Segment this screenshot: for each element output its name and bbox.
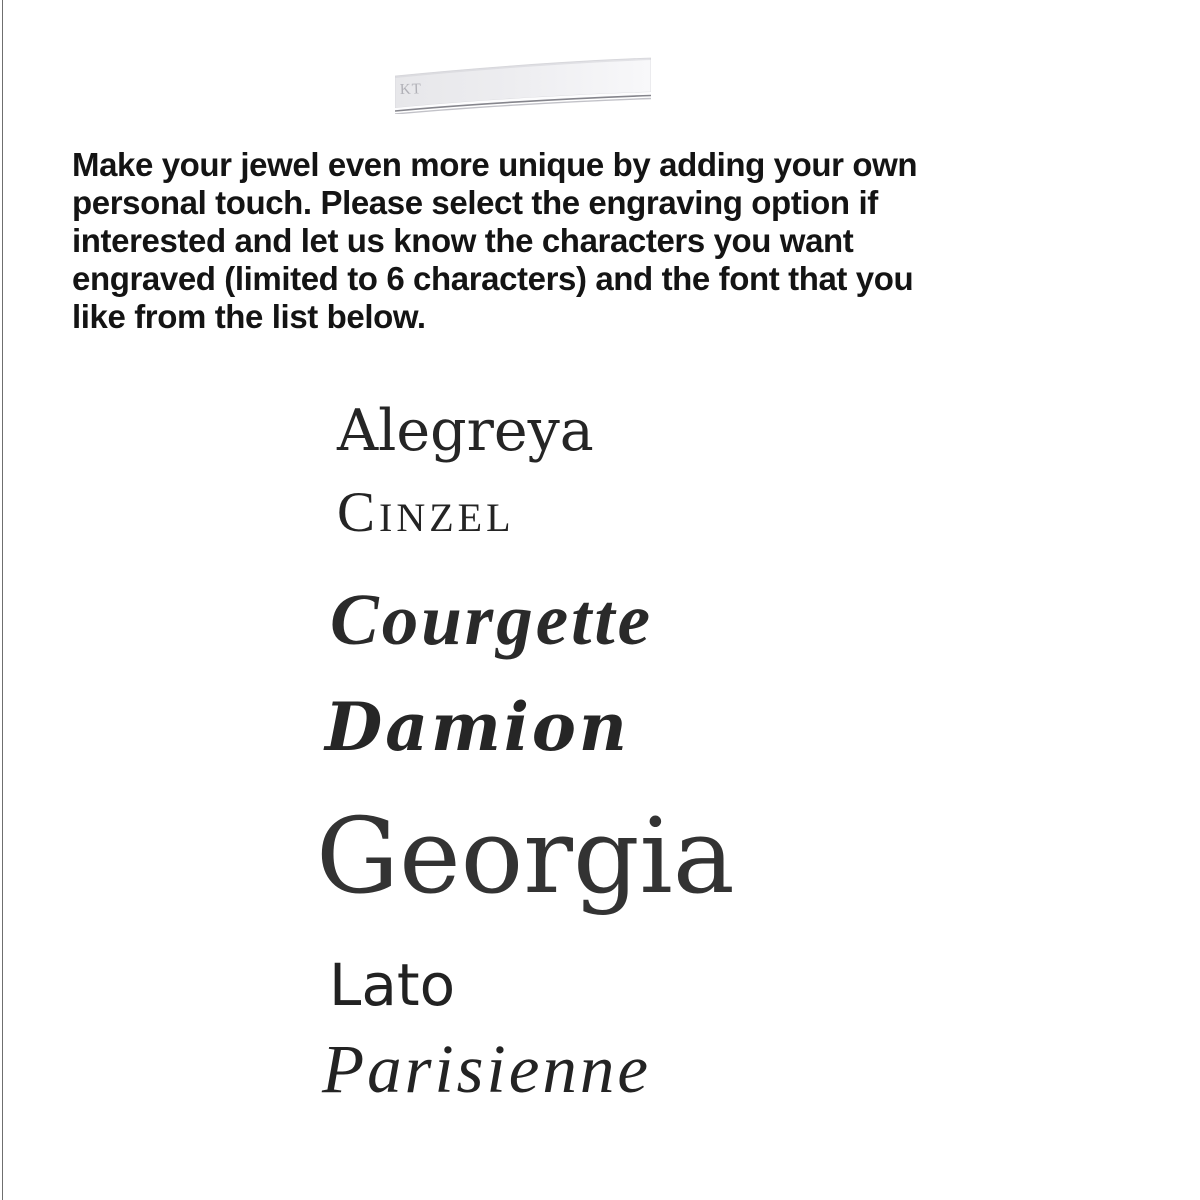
engraving-description-line: engraved (limited to 6 characters) and the font that you <box>72 260 914 297</box>
font-sample-courgette: Courgette <box>330 579 654 660</box>
silver-band-graphic <box>395 56 651 114</box>
font-sample-georgia: Georgia <box>316 795 735 917</box>
band-engraving-mark: KT <box>399 81 423 98</box>
engraving-description-line: interested and let us know the characters you want <box>72 222 854 259</box>
font-sample-parisienne: Parisienne <box>322 1031 651 1107</box>
engraved-band-photo <box>395 56 651 114</box>
engraving-description <box>72 146 1082 336</box>
font-sample-alegreya: Alegreya <box>337 398 594 464</box>
font-sample-lato: Lato <box>329 951 456 1019</box>
page-left-border <box>2 0 3 1200</box>
font-sample-damion: Damion <box>325 688 630 766</box>
font-sample-cinzel: Cinzel <box>337 481 515 544</box>
engraving-description-line: like from the list below. <box>72 298 426 335</box>
engraving-description-line: personal touch. Please select the engraving option if <box>72 184 878 221</box>
engraving-description-line: Make your jewel even more unique by adding your own <box>72 146 918 183</box>
